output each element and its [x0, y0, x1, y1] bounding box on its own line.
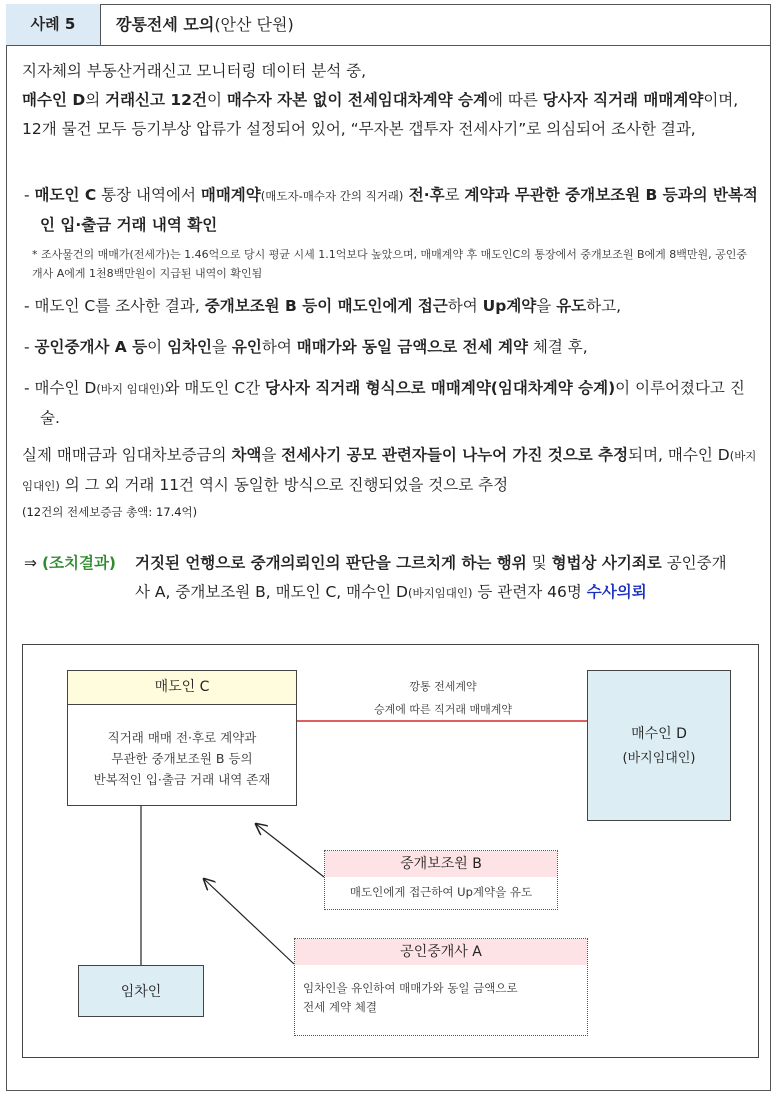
seller-box: [67, 670, 297, 806]
seller-body: [68, 705, 296, 790]
text-run: (바지임대인): [22, 449, 757, 493]
text-run: 매매계약: [200, 186, 261, 204]
text-run: 실제 매매금과 임대차보증금의: [22, 446, 232, 464]
tenant-box: 임차인: [78, 965, 204, 1017]
finding-item-3: [24, 333, 759, 362]
text-run: 전세사기 공모 관련자들이 나누어 가진 것으로 추정: [281, 446, 629, 464]
text-run: - 매도인 C를 조사한 결과,: [24, 297, 205, 315]
price-note: * 조사물건의 매매가(전세가)는 1.46억으로 당시 평균 시세 1.1억보다 높았으며, 매매계약 후 매도인C의 통장에서 중개보조원 B에게 8백만원, 공인중개사 A에게 1천8백만원이 지급된 내역이 확인됨: [32, 248, 748, 280]
text-run: 하여: [447, 297, 483, 315]
fraud-diagram: [22, 644, 759, 1058]
text-run: 을: [536, 297, 557, 315]
agent-body-line: 임차인을 유인하여 매매가와 동일 금액으로: [303, 981, 518, 995]
conclusion-paragraph: [22, 441, 757, 501]
agent-box: [294, 938, 588, 1036]
deposit-total-note: (12건의 전세보증금 총액: 17.4억): [22, 505, 198, 519]
link-label-line: 깡통 전세계약: [409, 680, 477, 693]
text-run: - 매수인 D: [24, 379, 97, 397]
text-run: 전·후: [403, 186, 445, 204]
finding-item-2: [24, 292, 759, 321]
intro-paragraph: 매수인 D의 거래신고 12건이 매수자 자본 없이 전세임대차계약 승계에 따른 당사자 직거래 매매계약이며, 12개 물건 모두 등기부상 압류가 설정되어 있어, “무자본 갭투자 전세사기”로 의심되어 조사한 결과,: [22, 91, 739, 138]
text-run: 이 이루어졌다고 진술.: [40, 379, 745, 427]
text-run: 통장 내역에서: [96, 186, 201, 204]
buyer-box: [587, 670, 731, 821]
text-run: 등 관련자 46명: [472, 583, 587, 601]
buyer-subtitle: (바지임대인): [622, 751, 696, 766]
text-run: 형법상 사기죄로: [551, 554, 662, 572]
seller-body-line: 반복적인 입·출금 거래 내역 존재: [93, 772, 271, 787]
text-run: 및: [526, 554, 552, 572]
text-run: 와 매도인 C간: [164, 379, 265, 397]
result-text: [135, 549, 735, 608]
case-header: [6, 4, 771, 46]
text-run: (매도자-매수자 간의 직거래): [260, 189, 404, 203]
text-run: (바지 임대인): [96, 382, 165, 396]
finding-item-1: [24, 181, 759, 240]
text-run: -: [24, 338, 35, 356]
text-run: 중개보조원 B 등이 매도인에게 접근: [204, 297, 448, 315]
result-label: (조치결과): [41, 554, 116, 572]
assistant-arrow: [256, 824, 324, 877]
text-run: 거짓된 언행으로 중개의뢰인의 판단을 그르치게 하는 행위: [135, 554, 527, 572]
text-run: 계약과 무관한 중개보조원 B 등과의 반복적인 입·출금 거래 내역 확인: [40, 186, 758, 234]
case-title-location: (안산 단원): [214, 15, 294, 34]
case-label: 사례 5: [6, 4, 101, 45]
link-label: [313, 676, 573, 720]
assistant-title: 중개보조원 B: [325, 851, 557, 877]
text-run: 공인중개사 A 등: [34, 338, 148, 356]
seller-title: 매도인 C: [68, 671, 296, 705]
agent-arrow: [204, 879, 294, 964]
intro-line: 지자체의 부동산거래신고 모니터링 데이터 분석 중,: [22, 62, 366, 80]
case-title-main: 깡통전세 모의: [116, 15, 215, 34]
case-title: [116, 4, 294, 45]
text-run: 로: [444, 186, 465, 204]
text-run: (바지임대인): [407, 586, 473, 600]
text-run: 공인중개사 A, 중개보조원 B, 매도인 C, 매수인 D: [135, 554, 727, 601]
text-run: 을: [261, 446, 282, 464]
assistant-box: [324, 850, 558, 910]
text-run: Up계약: [482, 297, 537, 315]
agent-title: 공인중개사 A: [295, 939, 587, 965]
text-run: 유인: [231, 338, 262, 356]
agent-body: [295, 965, 587, 1017]
buyer-title: 매수인 D: [631, 726, 687, 742]
result-arrow: ⇒: [24, 554, 37, 572]
text-run: 매도인 C: [34, 186, 97, 204]
seller-body-line: 무관한 중개보조원 B 등의: [111, 751, 253, 766]
finding-item-4: [24, 374, 759, 433]
text-run: 당사자 직거래 형식으로 매매계약(임대차계약 승계): [264, 379, 616, 397]
text-run: 의 그 외 거래 11건 역시 동일한 방식으로 진행되었을 것으로 추정: [59, 476, 509, 494]
link-label-line: 승계에 따른 직거래 매매계약: [373, 703, 512, 716]
assistant-body: 매도인에게 접근하여 Up계약을 유도: [349, 885, 533, 899]
text-run: 체결 후,: [527, 338, 588, 356]
text-run: 유도: [556, 297, 587, 315]
text-run: 임차인: [167, 338, 212, 356]
text-run: 차액: [231, 446, 262, 464]
text-run: -: [24, 186, 35, 204]
text-run: 하여: [261, 338, 297, 356]
agent-body-line: 전세 계약 체결: [303, 1000, 377, 1014]
text-run: 수사의뢰: [586, 583, 647, 601]
seller-body-line: 직거래 매매 전·후로 계약과: [107, 730, 257, 745]
text-run: 매매가와 동일 금액으로 전세 계약: [296, 338, 528, 356]
text-run: 을: [212, 338, 232, 356]
text-run: 이: [147, 338, 168, 356]
text-run: 하고,: [586, 297, 622, 315]
text-run: 되며, 매수인 D: [628, 446, 730, 464]
